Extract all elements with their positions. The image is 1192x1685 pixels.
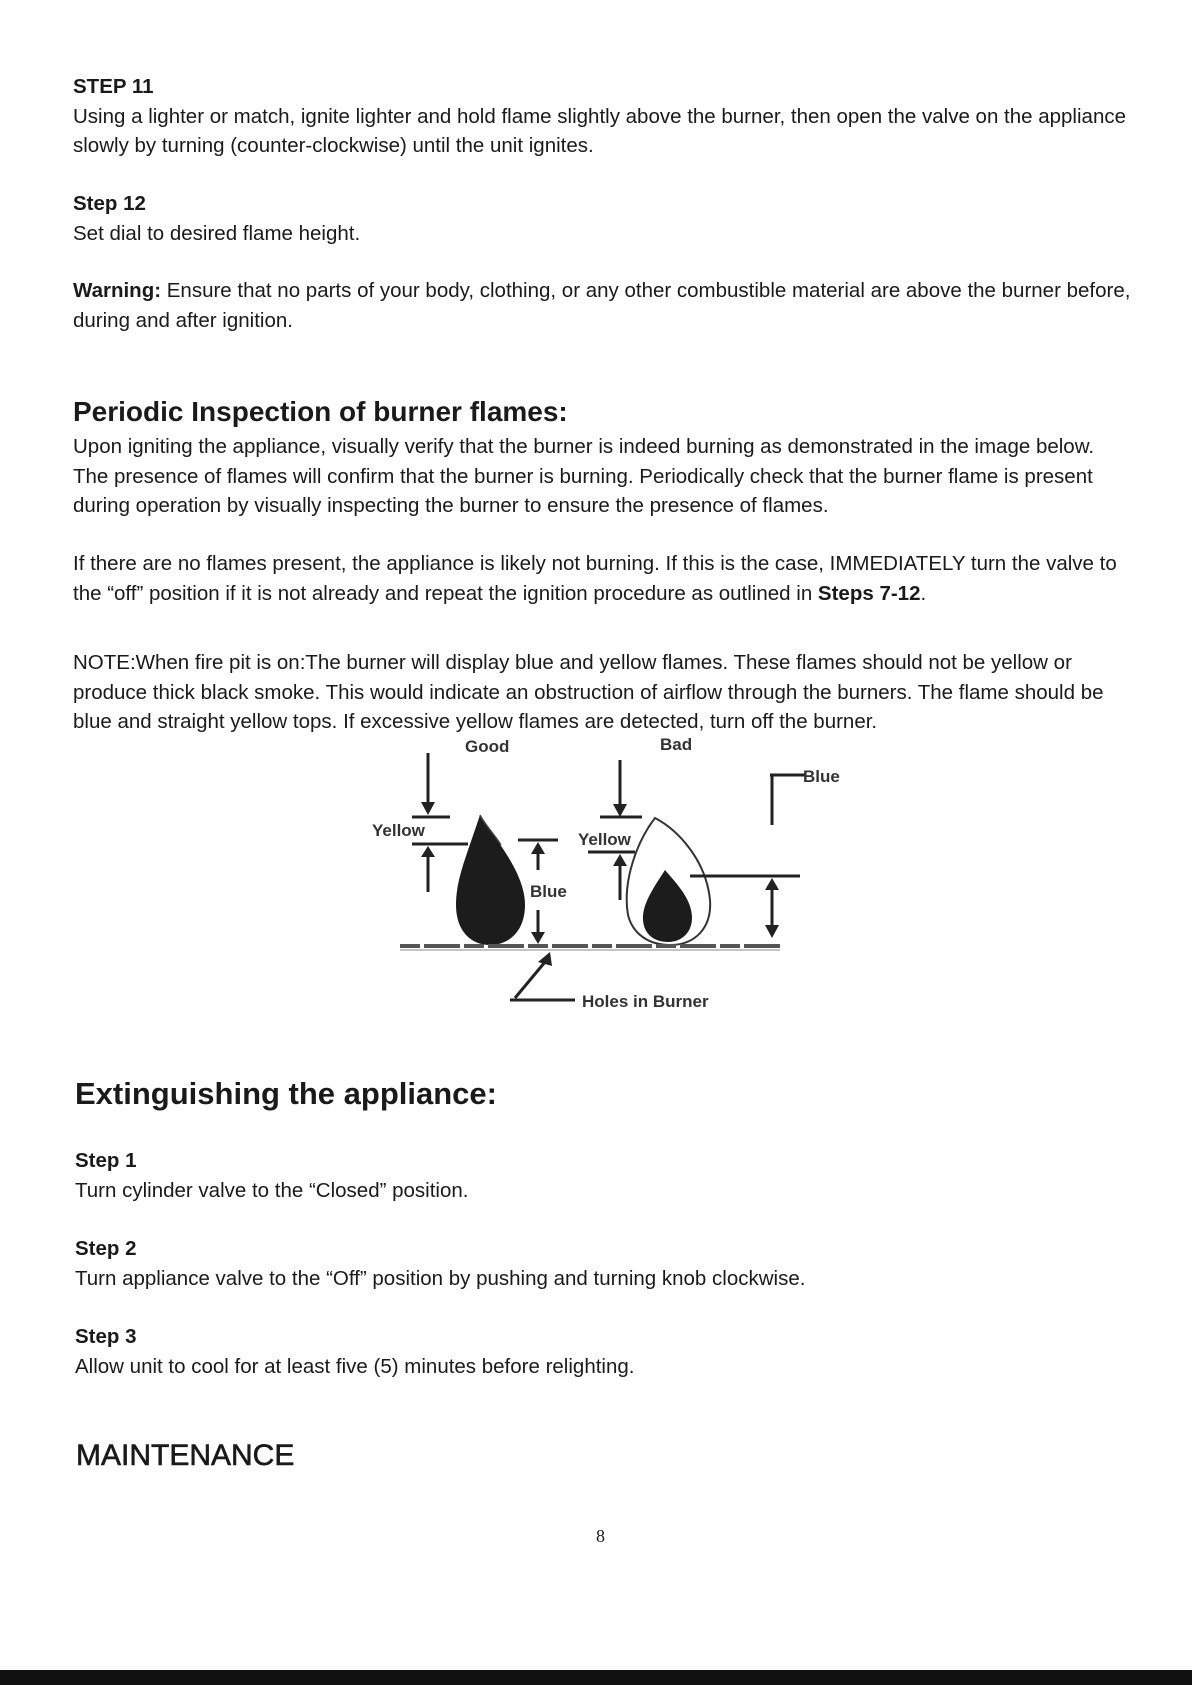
extinguishing-heading: Extinguishing the appliance: xyxy=(75,1076,497,1111)
warning-text xyxy=(73,276,1133,335)
step-11-text: Using a lighter or match, ignite lighter and hold flame slightly above the burner, then open the valve on the appliance slowly by turning (counter-clockwise) until the unit ignites. xyxy=(73,104,1126,157)
bad-label: Bad xyxy=(660,735,693,754)
ext-step-1-text: Turn cylinder valve to the “Closed” position. xyxy=(75,1178,469,1202)
bad-flame xyxy=(627,818,710,945)
step-12-label: Step 12 xyxy=(73,192,146,215)
warning-label: Warning: xyxy=(73,279,162,302)
holes-pointer xyxy=(510,952,575,1000)
scan-edge xyxy=(0,1670,1192,1685)
yellow-left-label: Yellow xyxy=(372,821,425,840)
ext-step-2-section xyxy=(75,1234,1135,1293)
maintenance-heading: MAINTENANCE xyxy=(76,1439,295,1472)
flame-diagram xyxy=(360,730,840,1030)
periodic-para-1 xyxy=(73,432,1133,521)
warning-section xyxy=(73,276,1133,335)
blue-right-label: Blue xyxy=(803,767,840,786)
periodic-para-1-text: Upon igniting the appliance, visually verify that the burner is indeed burning as demonstrated in the image below. The presence of flames will confirm that the burner is burning. Periodically check that the burner flame is present during operation by visually inspecting the burner to ensure the presence of flames. xyxy=(73,435,1095,517)
step-12-text: Set dial to desired flame height. xyxy=(73,221,361,245)
page-number: 8 xyxy=(596,1526,605,1546)
good-label: Good xyxy=(465,737,510,756)
ext-step-1-label: Step 1 xyxy=(75,1149,137,1172)
blue-mid-label: Blue xyxy=(530,882,567,901)
burner-base xyxy=(400,946,780,950)
ext-step-3-section xyxy=(75,1322,1135,1381)
step-11-label: STEP 11 xyxy=(73,75,154,98)
yellow-right-label: Yellow xyxy=(578,830,631,849)
ext-step-3-label: Step 3 xyxy=(75,1325,137,1348)
good-flame xyxy=(456,815,525,945)
periodic-para-2-pre: If there are no flames present, the appliance is likely not burning. If this is the case, IMMEDIATELY turn the valve to the “off” position if it is not already and repeat the ignition procedure as outlined in xyxy=(73,552,1117,605)
steps-reference: Steps 7-12 xyxy=(817,581,921,605)
step-12-section xyxy=(73,189,1133,248)
note-section xyxy=(73,648,1133,737)
note-text: NOTE:When fire pit is on:The burner will display blue and yellow flames. These flames should not be yellow or produce thick black smoke. This would indicate an obstruction of airflow through the burners. The flame should be blue and straight yellow tops. If excessive yellow flames are detected, turn off the burner. xyxy=(73,651,1104,733)
ext-step-2-label: Step 2 xyxy=(75,1237,137,1260)
periodic-para-2-text xyxy=(73,549,1133,608)
holes-label: Holes in Burner xyxy=(582,992,709,1011)
periodic-para-2 xyxy=(73,549,1133,608)
periodic-para-2-post: . xyxy=(920,581,927,605)
blue-right-measure xyxy=(690,775,805,938)
periodic-inspection-heading: Periodic Inspection of burner flames: xyxy=(73,396,568,427)
warning-body: Ensure that no parts of your body, clothing, or any other combustible material are above the burner before, during and after ignition. xyxy=(73,279,1131,332)
ext-step-3-text: Allow unit to cool for at least five (5) minutes before relighting. xyxy=(75,1354,635,1378)
ext-step-2-text: Turn appliance valve to the “Off” position by pushing and turning knob clockwise. xyxy=(75,1266,806,1290)
step-11-section xyxy=(73,72,1133,161)
ext-step-1-section xyxy=(75,1146,1135,1205)
